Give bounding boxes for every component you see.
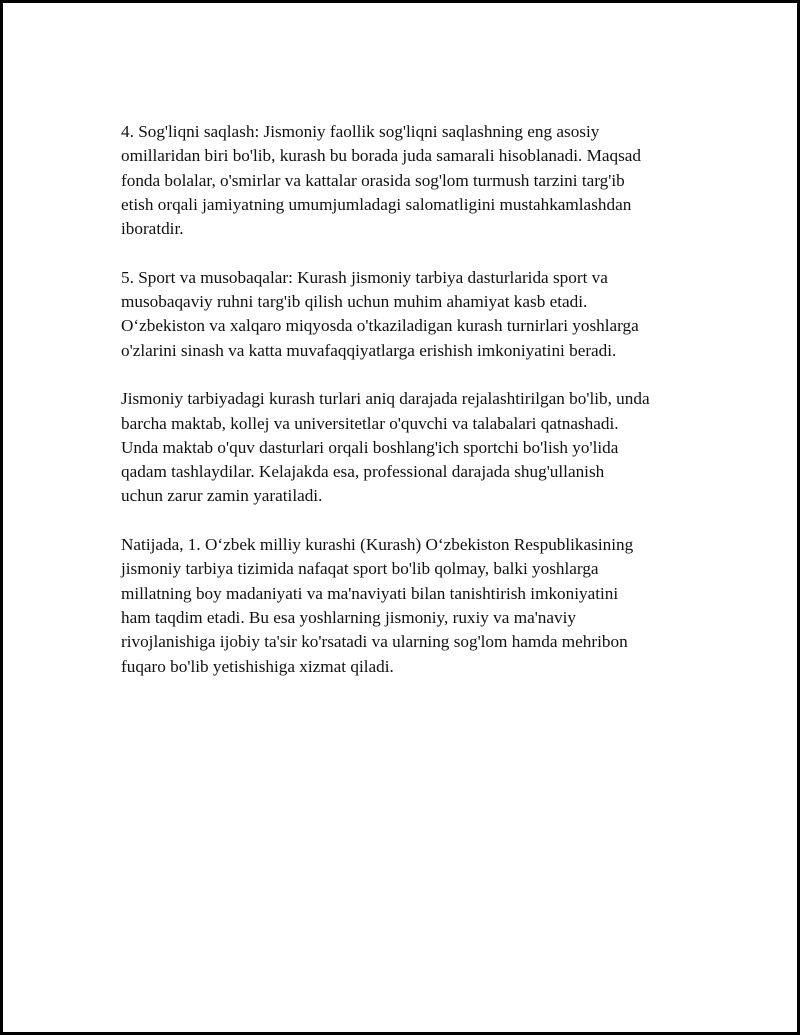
text-line: rivojlanishiga ijobiy ta'sir ko'rsatadi va ularning sog'lom hamda mehribon (121, 632, 628, 652)
text-line: barcha maktab, kollej va universitetlar o'quvchi va talabalari qatnashadi. (121, 413, 619, 433)
paragraph-health (121, 120, 701, 241)
text-line: 4. Sog'liqni saqlash: Jismoniy faollik sog'liqni saqlashning eng asosiy (121, 122, 600, 141)
document-body (121, 120, 701, 703)
text-line: o'zlarini sinash va katta muvafaqqiyatlarga erishish imkoniyatini beradi. (121, 340, 617, 360)
text-line: fuqaro bo'lib yetishishiga xizmat qiladi. (121, 656, 394, 676)
text-line: omillaridan biri bo'lib, kurash bu borada juda samarali hisoblanadi. Maqsad (121, 146, 642, 166)
text-line: O‘zbekiston va xalqaro miqyosda o'tkaziladigan kurash turnirlari yoshlarga (121, 316, 639, 336)
text-line: qadam tashlaydilar. Kelajakda esa, professional darajada shug'ullanish (121, 462, 605, 482)
paragraph-wrestling-programs (121, 387, 701, 508)
text-line: uchun zarur zamin yaratiladi. (121, 486, 323, 506)
paragraph-sport-competitions (121, 266, 701, 363)
paragraph-conclusion (121, 533, 701, 679)
text-line: musobaqaviy ruhni targ'ib qilish uchun muhim ahamiyat kasb etadi. (121, 292, 588, 312)
text-line: ham taqdim etadi. Bu esa yoshlarning jismoniy, ruxiy va ma'naviy (121, 607, 576, 627)
text-line: 5. Sport va musobaqalar: Kurash jismoniy tarbiya dasturlarida sport va (121, 267, 608, 287)
text-line: Unda maktab o'quv dasturlari orqali boshlang'ich sportchi bo'lish yo'lida (121, 437, 619, 457)
text-line: millatning boy madaniyati va ma'naviyati bilan tanishtirish imkoniyatini (121, 583, 619, 603)
text-line: Natijada, 1. O‘zbek milliy kurashi (Kurash) O‘zbekiston Respublikasining (121, 535, 634, 555)
text-line: Jismoniy tarbiyadagi kurash turlari aniq darajada rejalashtirilgan bo'lib, unda (121, 389, 650, 409)
text-line: iboratdir. (121, 219, 184, 239)
text-line: etish orqali jamiyatning umumjumladagi salomatligini mustahkamlashdan (121, 194, 632, 214)
text-line: jismoniy tarbiya tizimida nafaqat sport bo'lib qolmay, balki yoshlarga (121, 559, 599, 579)
text-line: fonda bolalar, o'smirlar va kattalar orasida sog'lom turmush tarzini targ'ib (121, 170, 625, 190)
